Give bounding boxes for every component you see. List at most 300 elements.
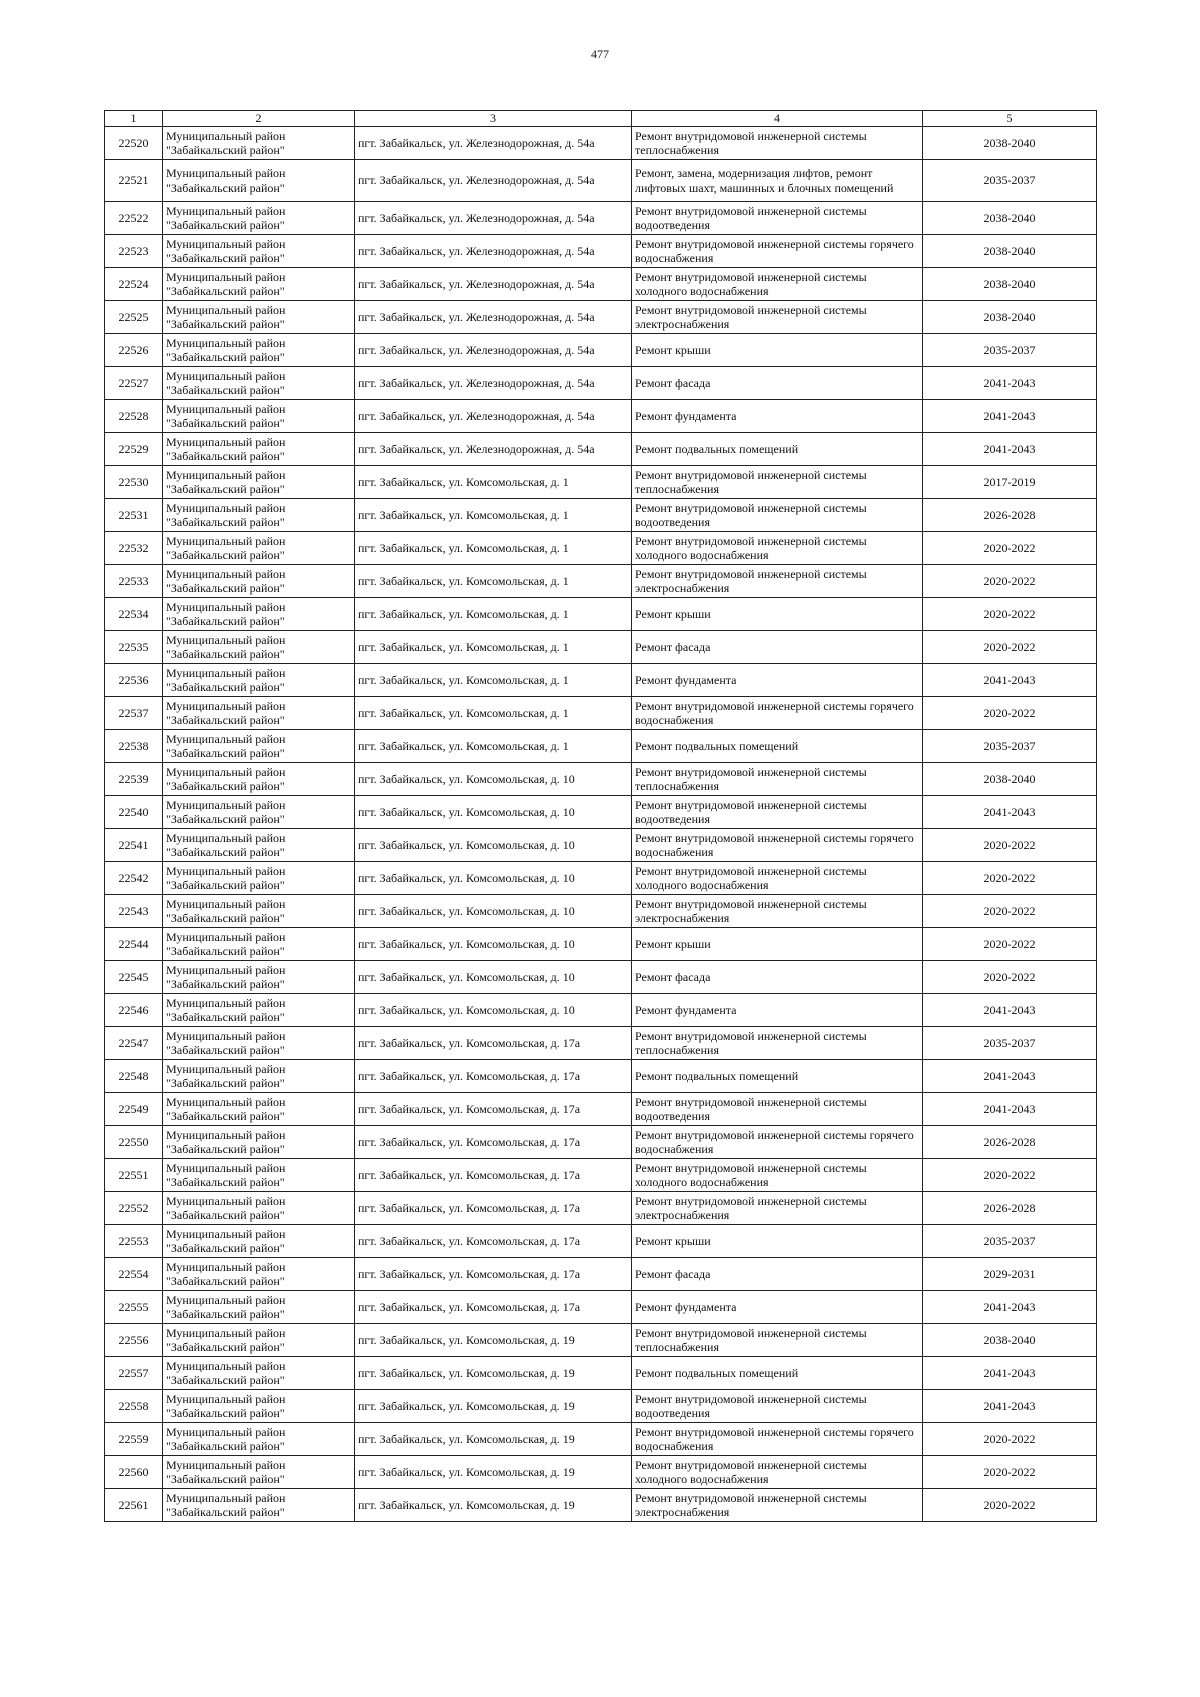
municipality-cell: [163, 565, 355, 598]
work-type-cell: Ремонт внутридомовой инженерной системы теплоснабжения: [632, 1027, 923, 1060]
table-row: [105, 598, 1097, 631]
period-cell: 2035-2037: [923, 160, 1097, 202]
address-cell: пгт. Забайкальск, ул. Комсомольская, д. 17а: [355, 1060, 632, 1093]
work-type-cell: Ремонт внутридомовой инженерной системы горячего водоснабжения: [632, 697, 923, 730]
municipality-name: "Забайкальский район": [166, 878, 285, 892]
municipality-cell: [163, 532, 355, 565]
table-row: [105, 202, 1097, 235]
row-number-cell: 22544: [105, 928, 163, 961]
table-row: [105, 895, 1097, 928]
period-cell: 2038-2040: [923, 235, 1097, 268]
work-type-cell: Ремонт подвальных помещений: [632, 730, 923, 763]
municipality-cell: [163, 1126, 355, 1159]
address-cell: пгт. Забайкальск, ул. Железнодорожная, д. 54а: [355, 301, 632, 334]
table-row: [105, 1489, 1097, 1522]
address-cell: пгт. Забайкальск, ул. Комсомольская, д. 1: [355, 532, 632, 565]
municipality-name: "Забайкальский район": [166, 1208, 285, 1222]
municipality-type: Муниципальный район: [166, 401, 286, 416]
row-number-cell: 22533: [105, 565, 163, 598]
address-cell: пгт. Забайкальск, ул. Комсомольская, д. 17а: [355, 1258, 632, 1291]
period-cell: 2041-2043: [923, 1060, 1097, 1093]
municipality-type: Муниципальный район: [166, 1457, 286, 1472]
address-cell: пгт. Забайкальск, ул. Комсомольская, д. 17а: [355, 1093, 632, 1126]
municipality-cell: [163, 895, 355, 928]
municipality-name: "Забайкальский район": [166, 449, 285, 463]
municipality-type: Муниципальный район: [166, 632, 286, 647]
period-cell: 2020-2022: [923, 1489, 1097, 1522]
row-number-cell: 22542: [105, 862, 163, 895]
row-number-cell: 22532: [105, 532, 163, 565]
municipality-type: Муниципальный район: [166, 302, 286, 317]
row-number-cell: 22551: [105, 1159, 163, 1192]
period-cell: 2041-2043: [923, 1357, 1097, 1390]
row-number-cell: 22545: [105, 961, 163, 994]
table-row: [105, 1126, 1097, 1159]
work-type-cell: Ремонт крыши: [632, 334, 923, 367]
municipality-type: Муниципальный район: [166, 797, 286, 812]
work-type-cell: Ремонт внутридомовой инженерной системы водоотведения: [632, 796, 923, 829]
municipality-type: Муниципальный район: [166, 1094, 286, 1109]
row-number-cell: 22535: [105, 631, 163, 664]
row-number-cell: 22538: [105, 730, 163, 763]
address-cell: пгт. Забайкальск, ул. Комсомольская, д. 17а: [355, 1027, 632, 1060]
work-type-cell: Ремонт внутридомовой инженерной системы водоотведения: [632, 499, 923, 532]
period-cell: 2020-2022: [923, 1423, 1097, 1456]
period-cell: 2038-2040: [923, 202, 1097, 235]
municipality-type: Муниципальный район: [166, 1259, 286, 1274]
row-number-cell: 22521: [105, 160, 163, 202]
municipality-cell: [163, 664, 355, 697]
table-row: [105, 664, 1097, 697]
work-type-cell: Ремонт внутридомовой инженерной системы горячего водоснабжения: [632, 235, 923, 268]
table-row: [105, 235, 1097, 268]
work-type-cell: Ремонт подвальных помещений: [632, 1357, 923, 1390]
municipality-type: Муниципальный район: [166, 128, 286, 143]
table-row: [105, 1390, 1097, 1423]
address-cell: пгт. Забайкальск, ул. Железнодорожная, д. 54а: [355, 268, 632, 301]
address-cell: пгт. Забайкальск, ул. Комсомольская, д. 1: [355, 466, 632, 499]
period-cell: 2035-2037: [923, 334, 1097, 367]
period-cell: 2041-2043: [923, 400, 1097, 433]
work-type-cell: Ремонт внутридомовой инженерной системы холодного водоснабжения: [632, 268, 923, 301]
address-cell: пгт. Забайкальск, ул. Комсомольская, д. 10: [355, 928, 632, 961]
row-number-cell: 22559: [105, 1423, 163, 1456]
column-header-1: 1: [105, 111, 163, 127]
table-row: [105, 127, 1097, 160]
municipality-type: Муниципальный район: [166, 203, 286, 218]
municipality-cell: [163, 1027, 355, 1060]
municipality-type: Муниципальный район: [166, 166, 286, 180]
municipality-cell: [163, 763, 355, 796]
municipality-name: "Забайкальский район": [166, 1043, 285, 1057]
municipality-cell: [163, 1390, 355, 1423]
work-type-cell: Ремонт внутридомовой инженерной системы электроснабжения: [632, 1489, 923, 1522]
period-cell: 2020-2022: [923, 862, 1097, 895]
municipality-name: "Забайкальский район": [166, 680, 285, 694]
table-row: [105, 1060, 1097, 1093]
municipality-type: Муниципальный район: [166, 1160, 286, 1175]
period-cell: 2038-2040: [923, 301, 1097, 334]
table-row: [105, 1291, 1097, 1324]
work-type-cell: Ремонт внутридомовой инженерной системы водоотведения: [632, 202, 923, 235]
address-cell: пгт. Забайкальск, ул. Комсомольская, д. 17а: [355, 1225, 632, 1258]
municipality-name: "Забайкальский район": [166, 1142, 285, 1156]
row-number-cell: 22546: [105, 994, 163, 1027]
municipality-cell: [163, 334, 355, 367]
table-row: [105, 1093, 1097, 1126]
table-row: [105, 796, 1097, 829]
work-type-cell: Ремонт фундамента: [632, 994, 923, 1027]
municipality-name: "Забайкальский район": [166, 812, 285, 826]
period-cell: 2041-2043: [923, 1093, 1097, 1126]
table-row: [105, 961, 1097, 994]
work-type-cell: Ремонт внутридомовой инженерной системы теплоснабжения: [632, 466, 923, 499]
municipality-cell: [163, 862, 355, 895]
row-number-cell: 22534: [105, 598, 163, 631]
address-cell: пгт. Забайкальск, ул. Комсомольская, д. 1: [355, 499, 632, 532]
municipality-type: Муниципальный район: [166, 1490, 286, 1505]
municipality-cell: [163, 796, 355, 829]
table-row: [105, 433, 1097, 466]
row-number-cell: 22520: [105, 127, 163, 160]
row-number-cell: 22549: [105, 1093, 163, 1126]
municipality-type: Муниципальный район: [166, 335, 286, 350]
row-number-cell: 22525: [105, 301, 163, 334]
address-cell: пгт. Забайкальск, ул. Железнодорожная, д. 54а: [355, 160, 632, 202]
municipality-cell: [163, 697, 355, 730]
municipality-type: Муниципальный район: [166, 1061, 286, 1076]
municipality-name: "Забайкальский район": [166, 1274, 285, 1288]
row-number-cell: 22541: [105, 829, 163, 862]
table-row: [105, 1324, 1097, 1357]
work-type-cell: Ремонт подвальных помещений: [632, 1060, 923, 1093]
table-row: [105, 862, 1097, 895]
municipality-name: "Забайкальский район": [166, 218, 285, 232]
municipality-cell: [163, 127, 355, 160]
address-cell: пгт. Забайкальск, ул. Комсомольская, д. 1: [355, 565, 632, 598]
municipality-type: Муниципальный район: [166, 1226, 286, 1241]
municipality-cell: [163, 1423, 355, 1456]
address-cell: пгт. Забайкальск, ул. Железнодорожная, д. 54а: [355, 400, 632, 433]
period-cell: 2029-2031: [923, 1258, 1097, 1291]
municipality-name: "Забайкальский район": [166, 1076, 285, 1090]
period-cell: 2017-2019: [923, 466, 1097, 499]
municipality-type: Муниципальный район: [166, 467, 286, 482]
address-cell: пгт. Забайкальск, ул. Комсомольская, д. 19: [355, 1456, 632, 1489]
address-cell: пгт. Забайкальск, ул. Комсомольская, д. 10: [355, 961, 632, 994]
work-type-cell: Ремонт крыши: [632, 928, 923, 961]
municipality-type: Муниципальный район: [166, 698, 286, 713]
municipality-cell: [163, 1060, 355, 1093]
work-type-cell: Ремонт крыши: [632, 1225, 923, 1258]
municipality-type: Муниципальный район: [166, 1358, 286, 1373]
municipality-type: Муниципальный район: [166, 830, 286, 845]
address-cell: пгт. Забайкальск, ул. Комсомольская, д. 1: [355, 598, 632, 631]
municipality-type: Муниципальный район: [166, 1028, 286, 1043]
municipality-cell: [163, 730, 355, 763]
municipality-type: Муниципальный район: [166, 929, 286, 944]
table-row: [105, 160, 1097, 202]
municipality-name: "Забайкальский район": [166, 977, 285, 991]
municipality-type: Муниципальный район: [166, 368, 286, 383]
address-cell: пгт. Забайкальск, ул. Железнодорожная, д. 54а: [355, 202, 632, 235]
period-cell: 2020-2022: [923, 895, 1097, 928]
period-cell: 2035-2037: [923, 1027, 1097, 1060]
table-row: [105, 1357, 1097, 1390]
address-cell: пгт. Забайкальск, ул. Железнодорожная, д. 54а: [355, 334, 632, 367]
period-cell: 2041-2043: [923, 1291, 1097, 1324]
municipality-cell: [163, 928, 355, 961]
work-type-cell: Ремонт внутридомовой инженерной системы горячего водоснабжения: [632, 1126, 923, 1159]
address-cell: пгт. Забайкальск, ул. Комсомольская, д. 17а: [355, 1126, 632, 1159]
municipality-cell: [163, 499, 355, 532]
table-row: [105, 994, 1097, 1027]
work-type-cell: Ремонт внутридомовой инженерной системы горячего водоснабжения: [632, 1423, 923, 1456]
row-number-cell: 22529: [105, 433, 163, 466]
address-cell: пгт. Забайкальск, ул. Комсомольская, д. 10: [355, 763, 632, 796]
table-row: [105, 466, 1097, 499]
municipality-cell: [163, 1192, 355, 1225]
table-row: [105, 400, 1097, 433]
municipality-name: "Забайкальский район": [166, 350, 285, 364]
work-type-cell: Ремонт внутридомовой инженерной системы электроснабжения: [632, 565, 923, 598]
municipality-type: Муниципальный район: [166, 500, 286, 515]
municipality-name: "Забайкальский район": [166, 779, 285, 793]
work-type-cell: Ремонт внутридомовой инженерной системы холодного водоснабжения: [632, 1456, 923, 1489]
municipality-type: Муниципальный район: [166, 566, 286, 581]
row-number-cell: 22556: [105, 1324, 163, 1357]
municipality-type: Муниципальный район: [166, 896, 286, 911]
address-cell: пгт. Забайкальск, ул. Железнодорожная, д. 54а: [355, 433, 632, 466]
row-number-cell: 22558: [105, 1390, 163, 1423]
work-type-cell: Ремонт внутридомовой инженерной системы электроснабжения: [632, 301, 923, 334]
address-cell: пгт. Забайкальск, ул. Комсомольская, д. 17а: [355, 1159, 632, 1192]
work-type-cell: Ремонт внутридомовой инженерной системы теплоснабжения: [632, 127, 923, 160]
work-type-cell: Ремонт внутридомовой инженерной системы электроснабжения: [632, 895, 923, 928]
municipality-cell: [163, 160, 355, 202]
municipality-name: "Забайкальский район": [166, 746, 285, 760]
period-cell: 2020-2022: [923, 1159, 1097, 1192]
municipality-name: "Забайкальский район": [166, 1406, 285, 1420]
municipality-type: Муниципальный район: [166, 962, 286, 977]
table-row: [105, 1027, 1097, 1060]
municipality-name: "Забайкальский район": [166, 581, 285, 595]
municipality-type: Муниципальный район: [166, 1424, 286, 1439]
address-cell: пгт. Забайкальск, ул. Комсомольская, д. 10: [355, 895, 632, 928]
municipality-cell: [163, 1225, 355, 1258]
period-cell: 2038-2040: [923, 268, 1097, 301]
table-row: [105, 1225, 1097, 1258]
municipality-name: "Забайкальский район": [166, 416, 285, 430]
municipality-name: "Забайкальский район": [166, 1307, 285, 1321]
period-cell: 2038-2040: [923, 1324, 1097, 1357]
period-cell: 2041-2043: [923, 664, 1097, 697]
row-number-cell: 22523: [105, 235, 163, 268]
municipality-cell: [163, 202, 355, 235]
work-type-cell: Ремонт, замена, модернизация лифтов, ремонт лифтовых шахт, машинных и блочных помещений: [632, 160, 923, 202]
municipality-name: "Забайкальский район": [166, 614, 285, 628]
address-cell: пгт. Забайкальск, ул. Комсомольская, д. 1: [355, 631, 632, 664]
municipality-cell: [163, 1324, 355, 1357]
work-type-cell: Ремонт внутридомовой инженерной системы водоотведения: [632, 1390, 923, 1423]
work-type-cell: Ремонт фундамента: [632, 664, 923, 697]
period-cell: 2020-2022: [923, 598, 1097, 631]
row-number-cell: 22543: [105, 895, 163, 928]
municipality-name: "Забайкальский район": [166, 845, 285, 859]
period-cell: 2038-2040: [923, 763, 1097, 796]
row-number-cell: 22557: [105, 1357, 163, 1390]
table-row: [105, 367, 1097, 400]
work-type-cell: Ремонт крыши: [632, 598, 923, 631]
row-number-cell: 22561: [105, 1489, 163, 1522]
row-number-cell: 22527: [105, 367, 163, 400]
work-type-cell: Ремонт внутридомовой инженерной системы холодного водоснабжения: [632, 532, 923, 565]
work-type-cell: Ремонт внутридомовой инженерной системы теплоснабжения: [632, 763, 923, 796]
row-number-cell: 22554: [105, 1258, 163, 1291]
work-type-cell: Ремонт фасада: [632, 367, 923, 400]
row-number-cell: 22560: [105, 1456, 163, 1489]
row-number-cell: 22526: [105, 334, 163, 367]
address-cell: пгт. Забайкальск, ул. Комсомольская, д. 10: [355, 994, 632, 1027]
period-cell: 2020-2022: [923, 532, 1097, 565]
table-row: [105, 1456, 1097, 1489]
row-number-cell: 22537: [105, 697, 163, 730]
table-row: [105, 1423, 1097, 1456]
municipality-type: Муниципальный район: [166, 1292, 286, 1307]
table-row: [105, 532, 1097, 565]
period-cell: 2020-2022: [923, 565, 1097, 598]
table-row: [105, 763, 1097, 796]
municipality-name: "Забайкальский район": [166, 143, 285, 157]
work-type-cell: Ремонт внутридомовой инженерной системы холодного водоснабжения: [632, 862, 923, 895]
municipality-name: "Забайкальский район": [166, 1175, 285, 1189]
row-number-cell: 22528: [105, 400, 163, 433]
municipality-type: Муниципальный район: [166, 995, 286, 1010]
municipality-cell: [163, 1357, 355, 1390]
address-cell: пгт. Забайкальск, ул. Комсомольская, д. 1: [355, 697, 632, 730]
municipality-cell: [163, 631, 355, 664]
municipality-cell: [163, 598, 355, 631]
column-header-2: 2: [163, 111, 355, 127]
column-header-4: 4: [632, 111, 923, 127]
table-row: [105, 499, 1097, 532]
work-type-cell: Ремонт внутридомовой инженерной системы теплоснабжения: [632, 1324, 923, 1357]
municipality-type: Муниципальный район: [166, 1193, 286, 1208]
period-cell: 2020-2022: [923, 697, 1097, 730]
municipality-type: Муниципальный район: [166, 1325, 286, 1340]
municipality-name: "Забайкальский район": [166, 1010, 285, 1024]
address-cell: пгт. Забайкальск, ул. Комсомольская, д. 1: [355, 664, 632, 697]
table-row: [105, 565, 1097, 598]
municipality-name: "Забайкальский район": [166, 1472, 285, 1486]
row-number-cell: 22540: [105, 796, 163, 829]
municipality-name: "Забайкальский район": [166, 284, 285, 298]
municipality-type: Муниципальный район: [166, 731, 286, 746]
address-cell: пгт. Забайкальск, ул. Комсомольская, д. 19: [355, 1423, 632, 1456]
municipality-name: "Забайкальский район": [166, 180, 285, 195]
row-number-cell: 22522: [105, 202, 163, 235]
municipality-name: "Забайкальский район": [166, 251, 285, 265]
municipality-cell: [163, 433, 355, 466]
municipality-type: Муниципальный район: [166, 863, 286, 878]
municipality-name: "Забайкальский район": [166, 911, 285, 925]
municipality-name: "Забайкальский район": [166, 647, 285, 661]
address-cell: пгт. Забайкальск, ул. Комсомольская, д. 19: [355, 1489, 632, 1522]
row-number-cell: 22524: [105, 268, 163, 301]
period-cell: 2035-2037: [923, 1225, 1097, 1258]
work-type-cell: Ремонт фасада: [632, 961, 923, 994]
municipality-type: Муниципальный район: [166, 434, 286, 449]
work-type-cell: Ремонт подвальных помещений: [632, 433, 923, 466]
period-cell: 2041-2043: [923, 796, 1097, 829]
work-type-cell: Ремонт фасада: [632, 631, 923, 664]
period-cell: 2035-2037: [923, 730, 1097, 763]
municipality-type: Муниципальный район: [166, 1127, 286, 1142]
municipality-name: "Забайкальский район": [166, 1109, 285, 1123]
address-cell: пгт. Забайкальск, ул. Комсомольская, д. 10: [355, 829, 632, 862]
municipality-cell: [163, 1456, 355, 1489]
row-number-cell: 22550: [105, 1126, 163, 1159]
municipality-cell: [163, 367, 355, 400]
municipality-name: "Забайкальский район": [166, 1505, 285, 1519]
municipality-name: "Забайкальский район": [166, 1439, 285, 1453]
table-row: [105, 928, 1097, 961]
table-body: [105, 127, 1097, 1522]
table-row: [105, 1258, 1097, 1291]
municipality-type: Муниципальный район: [166, 665, 286, 680]
municipality-type: Муниципальный район: [166, 236, 286, 251]
table-header: [105, 111, 1097, 127]
municipality-cell: [163, 400, 355, 433]
period-cell: 2038-2040: [923, 127, 1097, 160]
municipality-name: "Забайкальский район": [166, 482, 285, 496]
municipality-type: Муниципальный район: [166, 1391, 286, 1406]
municipality-type: Муниципальный район: [166, 533, 286, 548]
work-type-cell: Ремонт фундамента: [632, 1291, 923, 1324]
row-number-cell: 22553: [105, 1225, 163, 1258]
header-row: [105, 111, 1097, 127]
municipality-name: "Забайкальский район": [166, 548, 285, 562]
period-cell: 2020-2022: [923, 961, 1097, 994]
period-cell: 2026-2028: [923, 1192, 1097, 1225]
municipality-cell: [163, 994, 355, 1027]
period-cell: 2041-2043: [923, 433, 1097, 466]
municipality-cell: [163, 961, 355, 994]
work-type-cell: Ремонт фасада: [632, 1258, 923, 1291]
address-cell: пгт. Забайкальск, ул. Железнодорожная, д. 54а: [355, 127, 632, 160]
municipality-cell: [163, 301, 355, 334]
municipality-name: "Забайкальский район": [166, 944, 285, 958]
address-cell: пгт. Забайкальск, ул. Комсомольская, д. 19: [355, 1390, 632, 1423]
table-row: [105, 1192, 1097, 1225]
row-number-cell: 22531: [105, 499, 163, 532]
address-cell: пгт. Забайкальск, ул. Комсомольская, д. 10: [355, 862, 632, 895]
row-number-cell: 22548: [105, 1060, 163, 1093]
table-row: [105, 301, 1097, 334]
column-header-3: 3: [355, 111, 632, 127]
period-cell: 2020-2022: [923, 829, 1097, 862]
row-number-cell: 22547: [105, 1027, 163, 1060]
row-number-cell: 22539: [105, 763, 163, 796]
municipality-type: Муниципальный район: [166, 269, 286, 284]
table-row: [105, 697, 1097, 730]
address-cell: пгт. Забайкальск, ул. Комсомольская, д. 19: [355, 1324, 632, 1357]
municipality-cell: [163, 466, 355, 499]
period-cell: 2041-2043: [923, 367, 1097, 400]
address-cell: пгт. Забайкальск, ул. Железнодорожная, д. 54а: [355, 367, 632, 400]
address-cell: пгт. Забайкальск, ул. Железнодорожная, д. 54а: [355, 235, 632, 268]
row-number-cell: 22555: [105, 1291, 163, 1324]
